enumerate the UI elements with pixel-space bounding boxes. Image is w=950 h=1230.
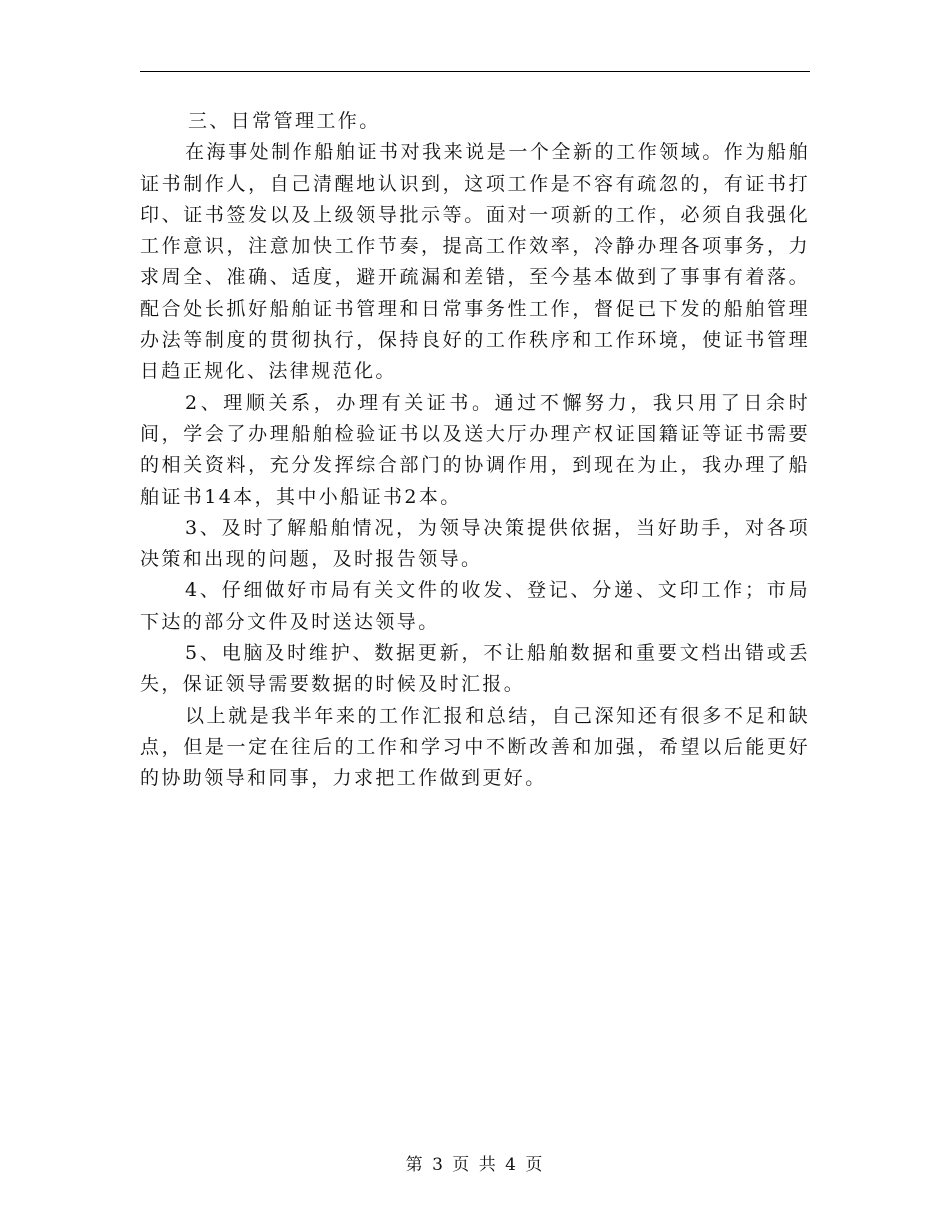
page-footer xyxy=(0,1155,950,1175)
document-body xyxy=(140,106,810,795)
paragraph-item-3: 3、及时了解船舶情况，为领导决策提供依据，当好助手，对各项决策和出现的问题，及时报告领导。 xyxy=(140,516,810,571)
section-heading: 三、日常管理工作。 xyxy=(188,110,381,132)
paragraph-certificate-work: 在海事处制作船舶证书对我来说是一个全新的工作领域。作为船舶证书制作人，自己清醒地认识到，这项工作是不容有疏忽的，有证书打印、证书签发以及上级领导批示等。面对一项新的工作，必须自我强化工作意识，注意加快工作节奏，提高工作效率，冷静办理各项事务，力求周全、准确、适度，避开疏漏和差错，至今基本做到了事事有着落。 配合处长抓好船舶证书管理和日常事务性工作，督促已下发的船舶管理办法等制度的贯彻执行，保持良好的工作秩序和工作环境，使证书管理日趋正规化、法律规范化。 xyxy=(140,141,810,383)
paragraph-item-5: 5、电脑及时维护、数据更新，不让船舶数据和重要文档出错或丢失，保证领导需要数据的时候及时汇报。 xyxy=(140,642,810,696)
paragraph-summary: 以上就是我半年来的工作汇报和总结，自己深知还有很多不足和缺点，但是一定在往后的工作和学习中不断改善和加强，希望以后能更好的协助领导和同事，力求把工作做到更好。 xyxy=(140,704,810,790)
page-number: 第 3 页 共 4 页 xyxy=(405,1155,545,1175)
paragraph-item-2: 2、理顺关系，办理有关证书。通过不懈努力，我只用了日余时间，学会了办理船舶检验证书以及送大厅办理产权证国籍证等证书需要的相关资料，充分发挥综合部门的协调作用，到现在为止，我办理了船舶证书14本，其中小船证书2本。 xyxy=(140,391,810,508)
header-rule xyxy=(140,71,810,72)
paragraph-item-4: 4、仔细做好市局有关文件的收发、登记、分递、文印工作；市局下达的部分文件及时送达领导。 xyxy=(140,579,810,633)
